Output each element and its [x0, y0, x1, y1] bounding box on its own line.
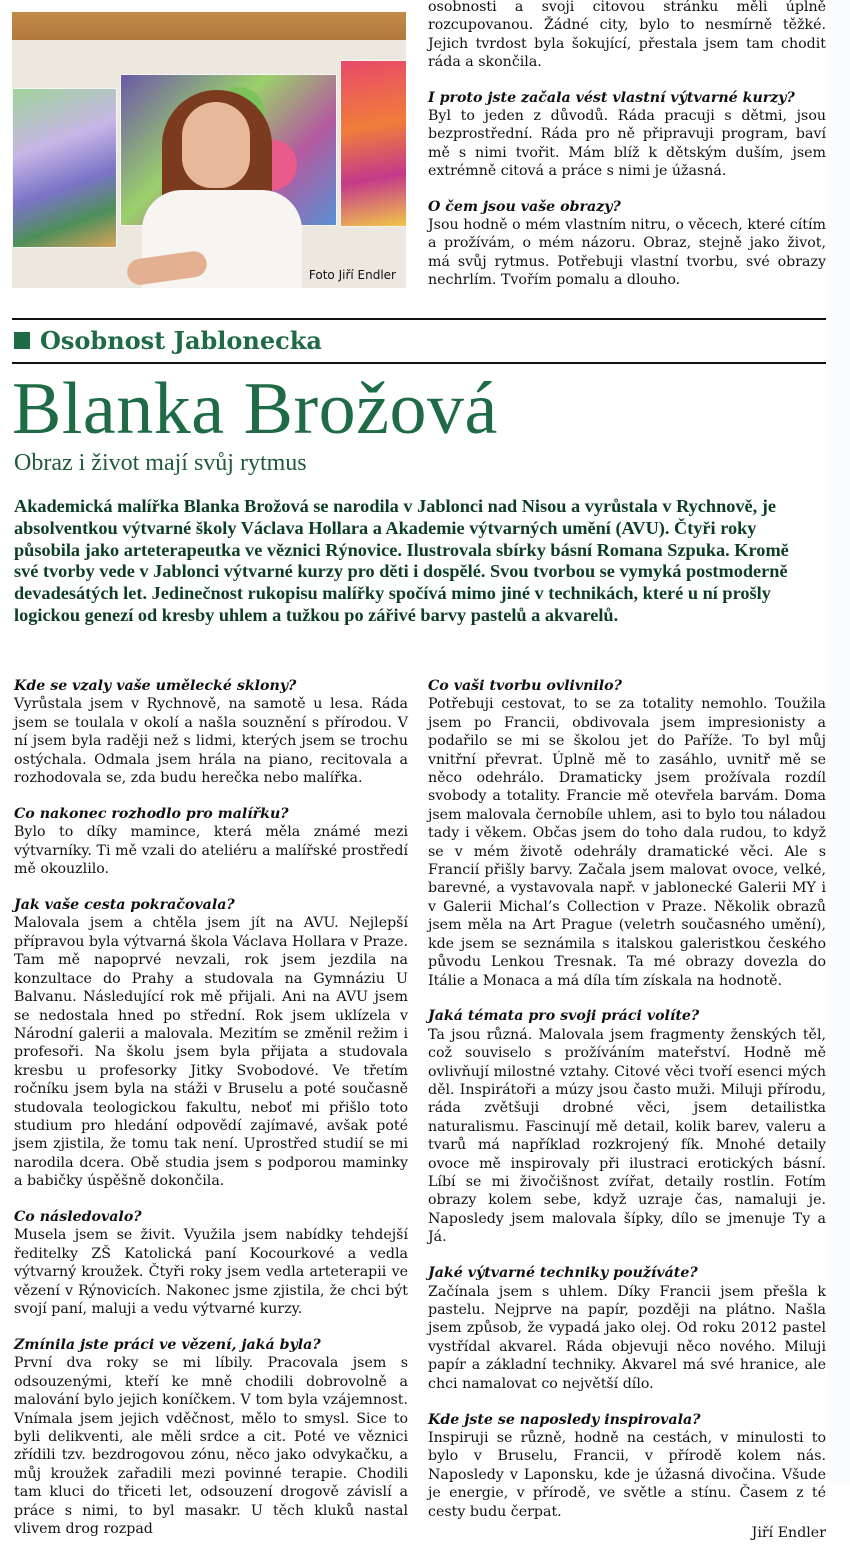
gallery-wall [12, 40, 406, 288]
qa-block [14, 677, 408, 787]
article-title: Blanka Brožová [12, 368, 498, 450]
qa-block [428, 198, 826, 290]
author-byline: Jiří Endler [751, 1525, 826, 1542]
section-header [14, 326, 322, 355]
section-label: Osobnost Jablonecka [40, 326, 322, 355]
qa-block [14, 896, 408, 1191]
answer: Malovala jsem a chtěla jsem jít na AVU. Nejlepší přípravou byla výtvarná škola Václava Hollara v Praze. Tam mě napoprvé nevzali, rok jsem jezdila na konzultace do Prahy a studovala na Gymnáziu U Balvanu. Následující rok mě přijali. Ani na AVU jsem se nedostala hned po střední. Rok jsem uklízela v Národní galerii a malovala. Mezitím se změnil režim i profesoři. Na školu jsem byla přijata a studovala kresbu u profesorky Jitky Svobodové. Ve třetím ročníku jsem byla na stáži v Bruselu a poté současně studovala teologickou fakultu, neboť mi přišlo toto studium pro hledání odpovědí zajímavé, avšak poté jsem zjistila, že tomu tak není. Uprostřed studií se mi narodila dcera. Obě studia jsem s podporou maminky a babičky úspěšně dokončila. [14, 915, 408, 1190]
qa-block [428, 0, 826, 72]
qa-block [428, 677, 826, 990]
answer: Musela jsem se živit. Využila jsem nabídky tehdejší ředitelky ZŠ Katolická paní Kocourkové a vedla výtvarný kroužek. Čtyři roky jsem vedla arteterapii ve vězení v Rýnovicích. Nakonec jsme zjistila, že chci být svojí paní, maluji a vedu výtvarné kurzy. [14, 1227, 408, 1318]
answer: Začínala jsem s uhlem. Díky Francii jsem přešla k pastelu. Nejprve na papír, později na plátno. Našla jsem způsob, že vypadá jako olej. Od roku 2012 pastel vystřídal akvarel. Ráda objevuji něco nového. Miluji papír a základní techniky. Akvarel má své hranice, ale chci namalovat co největší dílo. [428, 1283, 826, 1392]
divider-bottom [12, 362, 826, 364]
page-edge [828, 0, 850, 1485]
question: Co vaši tvorbu ovlivnilo? [428, 678, 622, 694]
article-photo [12, 12, 406, 288]
question: I proto jste začala vést vlastní výtvarné kurzy? [428, 89, 795, 106]
qa-block [428, 1264, 826, 1393]
qa-block [14, 1336, 408, 1538]
painting-left [12, 88, 117, 248]
right-column [428, 677, 826, 1543]
answer: Byl to jeden z důvodů. Ráda pracuji s dětmi, jsou bezprostřední. Ráda pro ně připravuji program, baví mě s nimi tvořit. Mám blíž k dětským duším, jsem extrémně citová a práce s nimi je úžasná. [428, 108, 826, 180]
answer: Vyrůstala jsem v Rychnově, na samotě u lesa. Ráda jsem se toulala v okolí a našla souznění s přírodou. V ní jsem byla raději než s lidmi, kterých jsem se trochu ostýchala. Odmala jsem hrála na piano, recitovala a rozhodovala se, zda budu herečka nebo malířka. [14, 696, 408, 787]
qa-block [428, 89, 826, 181]
article-lead: Akademická malířka Blanka Brožová se narodila v Jablonci nad Nisou a vyrůstala v Rychnově, je absolventkou výtvarné školy Václava Hollara a Akademie výtvarných umění (AVU). Čtyři roky působila jako arteterapeutka ve věznici Rýnovice. Ilustrovala sbírky básní Romana Szpuka. Kromě své tvorby vede v Jablonci výtvarné kurzy pro děti i dospělé. Svou tvorbou se vymyká postmoderně devadesátých let. Jedinečnost rukopisu malířky spočívá mimo jiné v technikách, které u ní prošly logickou genezí od kresby uhlem a tužkou po zářivé barvy pastelů a akvarelů. [14, 496, 789, 625]
question: Kde jste se naposledy inspirovala? [428, 1411, 701, 1428]
question: Jaké výtvarné techniky používáte? [428, 1265, 698, 1282]
left-column [14, 677, 408, 1556]
person-face [182, 102, 250, 188]
section-square-icon [14, 332, 30, 349]
question: Co následovalo? [14, 1209, 142, 1226]
photo-credit: Foto Jiří Endler [308, 268, 396, 282]
divider-top [12, 318, 826, 320]
question: Jak vaše cesta pokračovala? [14, 897, 235, 914]
question: Co nakonec rozhodlo pro malířku? [14, 805, 289, 822]
answer: Ta jsou různá. Malovala jsem fragmenty ženských těl, což souviselo s prožíváním mateřství. Hodně mě ovlivňují milostné vztahy. Citové věci tvoří esenci mých děl. Inspirátoři a múzy jsou často muži. Miluji přírodu, ráda zvětšuji drobné věci, jsem detailistka naturalismu. Fascinují mě detail, kolik barev, valeru a tvarů má například rozkrojený fík. Mnohé detaily ovoce mě inspirovaly při ilustraci erotických básní. Líbí se mi živočišnost zvířat, detaily rostlin. Fotím obrazy kolem sebe, když uzraje čas, namaluji je. Naposledy jsem malovala šípky, dílo se jmenuje Ty a Já. [428, 1026, 826, 1246]
painting-right [340, 60, 406, 227]
answer: Bylo to díky mamince, která měla známé mezi výtvarníky. Ti mě vzali do ateliéru a malířské prostředí mě okouzlilo. [14, 824, 408, 878]
qa-block [14, 1208, 408, 1318]
answer: Potřebuji cestovat, to se za totality nemohlo. Toužila jsem po Francii, obdivovala jsem impresionisty a podařilo se mi se školou jet do Paříže. To byl můj vnitřní převrat. Úplně mě to zasáhlo, uvnitř mě se něco odehrálo. Dramaticky jsem prožívala rozdíl svobody a totality. Francie mě otevřela barvám. Doma jsem malovala černobíle uhlem, asi to bylo tou náladou tady i věkem. Občas jsem do toho dala rudou, to když se v mém životě odehrály dramatické věci. Ale s Francií přišly barvy. Začala jsem malovat ovoce, velké, barevné, a vystavovala např. v jablonecké Galerii MY i v Galerii Michal’s Collection v Praze. Několik obrazů jsem měla na Art Prague (veletrh současného umění), kde jsem se seznámila s italskou galeristkou českého původu Lenkou Tresnak. Ta mé obrazy dovezla do Itálie a Monaca a má díla tím získala na hodnotě. [428, 696, 826, 989]
question: Zmínila jste práci ve vězení, jaká byla? [14, 1337, 321, 1353]
qa-block [14, 805, 408, 879]
answer: Jsou hodně o mém vlastním nitru, o věcech, které cítím a prožívám, o mém názoru. Obraz, stejně jako život, má svůj rytmus. Potřebuji vlastní tvorbu, své obrazy nechrlím. Tvořím pomalu a dlouho. [428, 217, 826, 289]
answer: osobnosti a svoji citovou stránku měli úplně rozcupovanou. Žádné city, bylo to nesmírně těžké. Jejich tvrdost byla šokující, přestala jsem tam chodit ráda a skončila. [428, 0, 826, 71]
wooden-shelf [12, 12, 406, 40]
qa-block [428, 1411, 826, 1521]
continued-column [428, 0, 826, 307]
question: Jaká témata pro svoji práci volíte? [428, 1008, 700, 1025]
qa-block [428, 1007, 826, 1246]
question: O čem jsou vaše obrazy? [428, 198, 621, 215]
answer: Inspiruji se různě, hodně na cestách, v minulosti to bylo v Bruselu, Francii, v přírodě kolem nás. Naposledy v Laponsku, kde je úžasná divočina. Všude je energie, v přírodě, ve světle a stínu. Časem z té cesty budu čerpat. [428, 1429, 826, 1520]
article-subtitle: Obraz i život mají svůj rytmus [14, 450, 307, 476]
question: Kde se vzaly vaše umělecké sklony? [14, 678, 297, 694]
answer: První dva roky se mi líbily. Pracovala jsem s odsouzenými, kteří ke mně chodili dobrovolně a malování bylo jejich koníčkem. V tom byla vzájemnost. Vnímala jsem jejich vděčnost, mělo to smysl. Sice to byli delikventi, ale měli srdce a cit. Poté ve věznici zřídili tzv. bezdrogovou zónu, něco jako odvykačku, a můj kroužek zařadili mezi povinné terapie. Chodili tam kluci do třiceti let, odsouzení drogově závislí a práce s nimi, to byl masakr. U těch kluků nastal vlivem drog rozpad [14, 1355, 408, 1538]
